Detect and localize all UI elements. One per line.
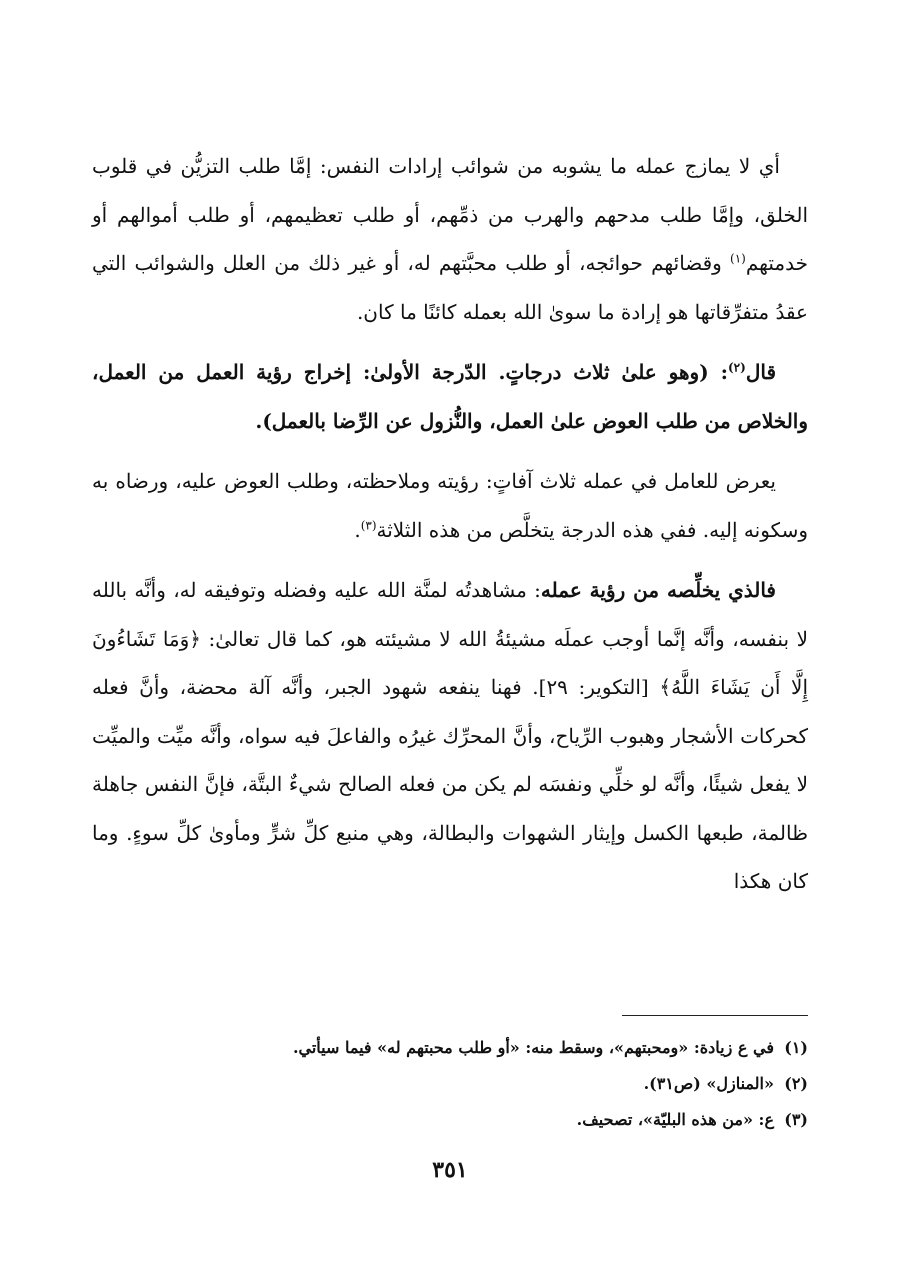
paragraph-3-end: . bbox=[354, 517, 361, 542]
footnote-2 bbox=[92, 1066, 808, 1102]
paragraph-4-lead: فالذي يخلِّصه من رؤية عمله bbox=[540, 578, 776, 602]
paragraph-3-text: يعرض للعامل في عمله ثلاث آفاتٍ: رؤيته وملاحظته، وطلب العوض عليه، ورضاه به وسكونه إليه. ففي هذه الدرجة يتخلَّص من هذه الثلاثة bbox=[92, 469, 808, 542]
footnote-ref-2[interactable]: (٢) bbox=[727, 360, 746, 375]
footnote-1-text: في ع زيادة: «ومحبتهم»، وسقط منه: «أو طلب محبتهم له» فيما سيأتي. bbox=[292, 1038, 774, 1057]
footnote-3-text: ع: «من هذه البليّة»، تصحيف. bbox=[576, 1110, 774, 1129]
footnote-divider bbox=[622, 1015, 808, 1016]
paragraph-2-quote bbox=[92, 348, 808, 445]
footnote-2-number: (٢) bbox=[784, 1074, 808, 1093]
verse-reference: [التكوير: ٢٩] bbox=[538, 675, 660, 699]
paragraph-1 bbox=[92, 142, 808, 336]
footnotes bbox=[92, 1030, 808, 1138]
paragraph-1-text-b: وقضائهم حوائجه، أو طلب محبَّتهم له، أو غير ذلك من العلل والشوائب التي عقدُ متفرِّقاتها هو إرادة ما سوىٰ الله بعمله كائنًا ما كان. bbox=[92, 251, 808, 324]
paragraph-4-text-b: . فهنا ينفعه شهود الجبر، وأنَّه آلة محضة، وأنَّ فعله كحركات الأشجار وهبوب الرِّياح، وأنَّ المحرِّك غيرُه والفاعلَ فيه سواه، وأنَّه ميِّت والميِّت لا يفعل شيئًا، وأنَّه لو خلِّي ونفسَه لم يكن من فعله الصالح شيءٌ البتَّة، فإنَّ النفس جاهلة ظالمة، طبعها الكسل وإيثار الشهوات والبطالة، وهي منبع كلِّ شرٍّ ومأوىٰ كلِّ سوءٍ. وما كان هكذا bbox=[92, 675, 808, 893]
body-text bbox=[92, 142, 808, 906]
page-number: ٣٥١ bbox=[432, 1157, 468, 1183]
footnote-ref-1[interactable]: (١) bbox=[730, 251, 746, 266]
quran-verse: ﴿وَمَا تَشَاءُونَ إِلَّا أَن يَشَاءَ اللَّهُ﴾ bbox=[92, 626, 809, 699]
footnote-ref-3[interactable]: (٣) bbox=[360, 517, 377, 532]
footnote-1-number: (١) bbox=[784, 1038, 808, 1057]
qal-label: قال bbox=[745, 360, 776, 384]
paragraph-4 bbox=[92, 566, 808, 906]
quoted-text: (وهو علىٰ ثلاث درجاتٍ. الدّرجة الأولىٰ: إخراج رؤية العمل من العمل، والخلاص من طلب العوض علىٰ العمل، والنُّزول عن الرِّضا بالعمل). bbox=[92, 360, 808, 433]
footnote-3-number: (٣) bbox=[784, 1110, 808, 1129]
paragraph-3 bbox=[92, 457, 808, 554]
paragraph-4-text-a: : مشاهدتُه لمنَّة الله عليه وفضله وتوفيقه له، وأنَّه بالله لا بنفسه، وأنَّه إنَّما أوجب عملَه مشيئةُ الله لا مشيئته هو، كما قال تعالىٰ: bbox=[92, 578, 808, 651]
footnote-1 bbox=[92, 1030, 808, 1066]
footnote-3 bbox=[92, 1102, 808, 1138]
qal-colon: : bbox=[708, 360, 728, 384]
paragraph-1-text-a: أي لا يمازج عمله ما يشوبه من شوائب إرادات النفس: إمَّا طلب التزيُّن في قلوب الخلق، وإمَّا طلب مدحهم والهرب من ذمِّهم، أو طلب تعظيمهم، أو طلب أموالهم أو خدمتهم bbox=[92, 154, 808, 275]
footnote-2-text: «المنازل» (ص٣١). bbox=[643, 1074, 774, 1093]
